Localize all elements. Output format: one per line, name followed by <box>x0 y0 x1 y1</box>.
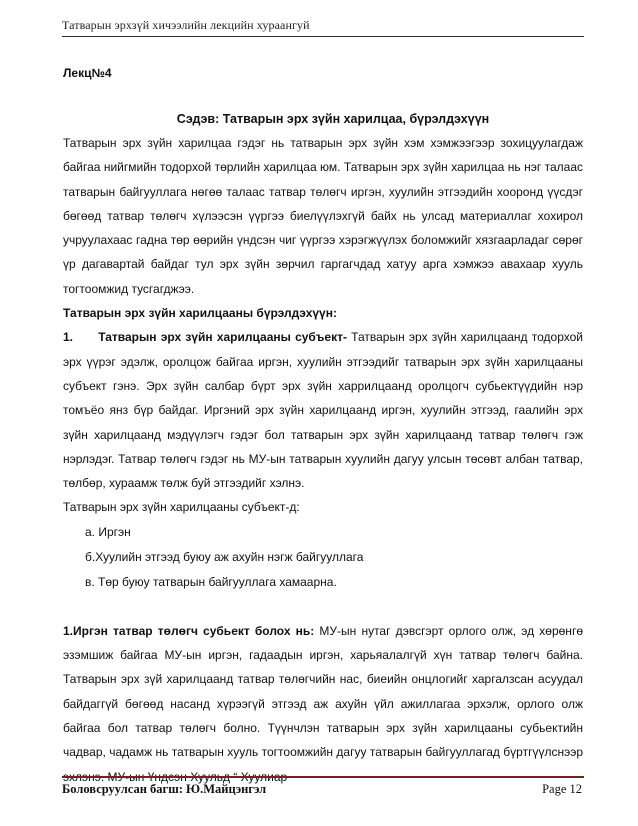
item1-paragraph <box>63 325 583 495</box>
citizen-text: МУ-ын нутаг дэвсгэрт орлого олж, эд хөрөнгө эзэмшиж байгаа МУ-ын иргэн, гадаадын иргэн, харьяалалгүй хүн татвар төлөгч байна. Татварын эрх зүй харилцаанд татвар төлөгчийн нас, биеийн онцлогийг харгалзсан асуудал байдаггүй бөгөөд насанд хүрээгүй этгээд аж ахуйн үйл ажиллагаа эрхэлж, орлого олж байгаа бол татвар төлөгч болно. Түүнчлэн татварын эрх зүйн харилцааны субьектийн чадвар, чадамж нь татварын хууль тогтоомжийн дагуу татварын байгууллагад бүртгүүлснээр эхлэнэ. МУ-ын Үндсэн Хуульд “ Хуулиар <box>63 623 583 784</box>
list-item: а. Иргэн <box>85 524 131 539</box>
section-heading: Татварын эрх зүйн харилцааны бүрэлдэхүүн: <box>63 306 337 321</box>
spacer <box>63 595 583 619</box>
citizen-paragraph <box>63 619 583 789</box>
main-content <box>63 95 583 789</box>
lecture-number: Лекц№4 <box>63 66 112 80</box>
list-item: б.Хуулийн этгээд буюу аж ахуйн нэгж байгууллага <box>85 549 364 564</box>
footer-author: Боловсруулсан багш: Ю.Майцэнгэл <box>62 782 267 796</box>
header-rule <box>62 36 584 37</box>
item1-text: Татварын эрх зүйн харилцаанд тодорхой эрх үүрэг эдэлж, оролцож байгаа иргэн, хуулийн этгээдийг татварын эрх зүйн харилцааны субъект гэнэ. Эрх зүйн салбар бүрт эрх зүйн харрилцаанд оролцогч субьектүүдийн нэр томъёо янз бүр байдаг. Иргэний эрх зүйн харилцаанд иргэн, хуулийн этгээд, гаалийн эрх зүйн харилцаанд мэдүүлэгч гэдэг бол татварын эрх зүйн харилцаанд татвар төлөгч гэж нэрлэдэг. Татвар төлөгч гэдэг нь МУ-ын татварын хуулийн дагуу улсын төсөвт албан татвар, төлбөр, хураамж төлж буй этгээдийг хэлнэ. <box>63 330 583 491</box>
item1-lead: 1. Татварын эрх зүйн харилцааны субъект- <box>63 330 347 345</box>
lecture-topic: Сэдэв: Татварын эрх зүйн харилцаа, бүрэлдэхүүн <box>176 112 490 126</box>
citizen-lead: 1.Иргэн татвар төлөгч субьект болох нь: <box>63 623 315 638</box>
footer-rule <box>62 776 584 778</box>
subjects-list <box>63 520 583 595</box>
page-number: Page 12 <box>542 782 582 796</box>
running-header: Татварын эрхзүй хичээлийн лекцийн хураангуй <box>62 18 310 32</box>
subjects-intro: Татварын эрх зүйн харилцааны субъект-д: <box>63 500 300 515</box>
list-item: в. Төр буюу татварын байгууллага хамаарна. <box>85 574 337 589</box>
intro-paragraph: Татварын эрх зүйн харилцаа гэдэг нь татварын эрх зүйн хэм хэмжээгээр зохицуулагдаж байгаа нийгмийн тодорхой төрлийн харилцаа юм. Татварын эрх зүйн харилцаа нь нэг талаас татварын байгууллага нөгөө талаас татвар төлөгч иргэн, хуулийн этгээдийн хооронд үүсдэг бөгөөд татвар төлөгч хүлээсэн үүргээ биелүүлэхгүй байх нь улсад материаллаг хохирол учруулахаас гадна төр өөрийн үндсэн чиг үүргээ хэрэгжүүлэх боломжийг хязгаарладаг сөрөг үр дагавартай байдаг тул эрх зүйн зөрчил гаргагчдад хатуу арга хэмжээ авахаар хууль тогтоомжид тусгагджээ. <box>63 136 583 296</box>
